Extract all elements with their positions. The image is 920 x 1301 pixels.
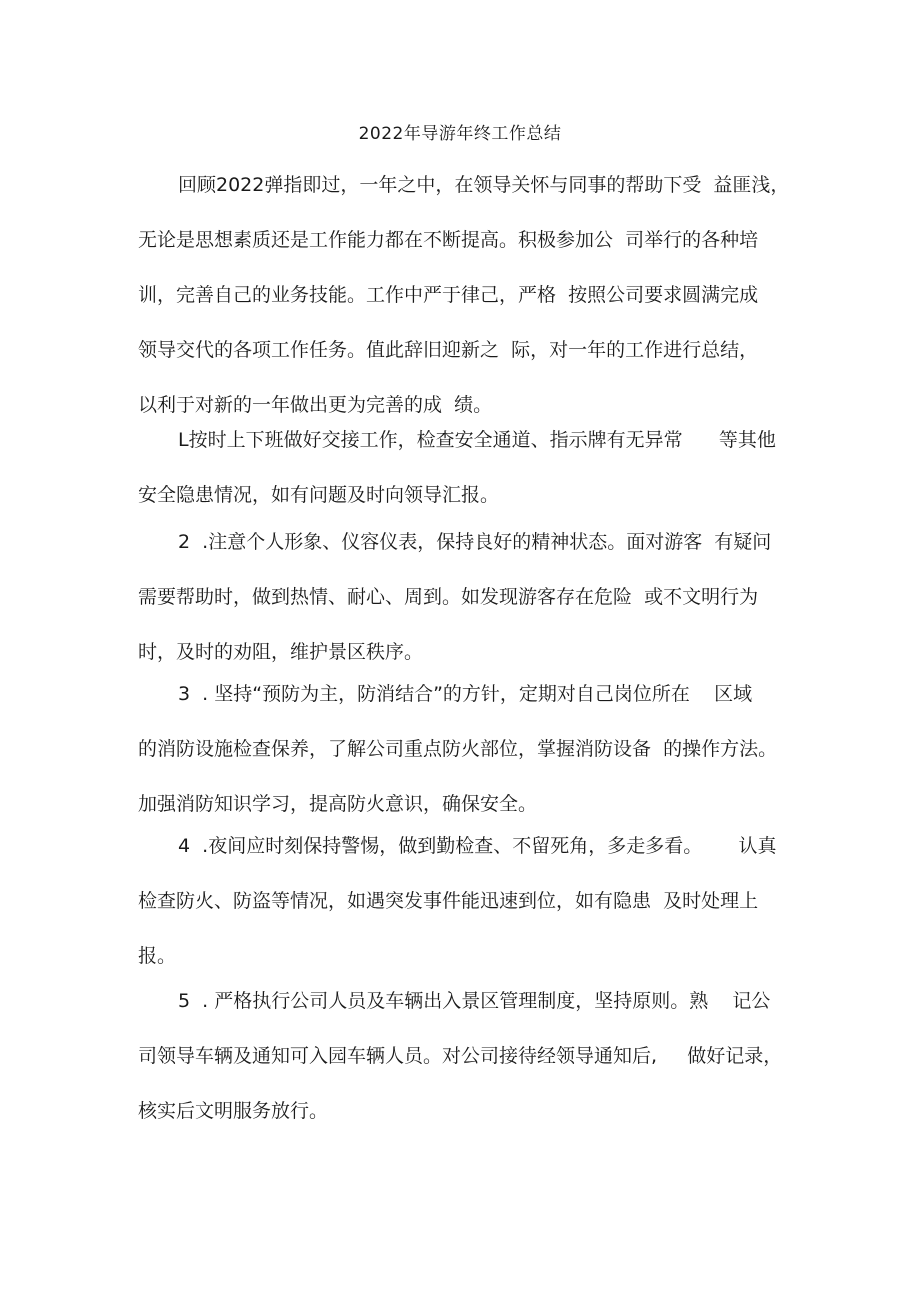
paragraph-line: 5 . 严格执行公司人员及车辆出入景区管理制度，坚持原则。熟 记公 (178, 990, 771, 1012)
paragraph-item-4 (138, 819, 798, 984)
paragraph-line: 核实后文明服务放行。 (138, 1100, 329, 1122)
paragraph-line: 需要帮助时，做到热情、耐心、周到。如发现游客存在危险 或不文明行为 (138, 586, 759, 608)
paragraph-line: 训，完善自己的业务技能。工作中严于律己，严格 按照公司要求圆满完成 (138, 284, 759, 306)
paragraph-line: 4 .夜间应时刻保持警惕，做到勤检查、不留死角，多走多看。 认真 (178, 835, 777, 857)
paragraph-line: 检查防火、防盗等情况，如遇突发事件能迅速到位，如有隐患 及时处理上 (138, 890, 759, 912)
paragraph-item-2 (138, 515, 798, 680)
paragraph-item-5 (138, 974, 798, 1139)
paragraph-line: 司领导车辆及通知可入园车辆人员。对公司接待经领导通知后, 做好记录， (138, 1045, 783, 1067)
paragraph-line: 回顾2022弹指即过，一年之中，在领导关怀与同事的帮助下受 益匪浅， (178, 174, 790, 196)
paragraph-line: 的消防设施检查保养，了解公司重点防火部位，掌握消防设备 的操作方法。 (138, 738, 778, 760)
paragraph-item-1 (138, 413, 798, 523)
paragraph-line: 以利于对新的一年做出更为完善的成 绩。 (138, 394, 493, 416)
paragraph-line: 加强消防知识学习，提高防火意识，确保安全。 (138, 793, 538, 815)
paragraph-line: 2 .注意个人形象、仪容仪表，保持良好的精神状态。面对游客 有疑问 (178, 531, 772, 553)
paragraph-line: 无论是思想素质还是工作能力都在不断提高。积极参加公 司举行的各种培 (138, 229, 759, 251)
paragraph-line: L按时上下班做好交接工作，检查安全通道、指示牌有无异常 等其他 (178, 429, 776, 451)
paragraph-line: 3 . 坚持“预防为主，防消结合”的方针，定期对自己岗位所在 区域 (178, 683, 753, 705)
paragraph-line: 时，及时的劝阻，维护景区秩序。 (138, 641, 424, 663)
document-title: 2022年导游年终工作总结 (358, 124, 562, 144)
paragraph-line: 报。 (138, 945, 177, 967)
paragraph-item-3 (138, 667, 798, 832)
paragraph-line: 安全隐患情况，如有问题及时向领导汇报。 (138, 484, 500, 506)
paragraph-intro (138, 158, 798, 433)
paragraph-line: 领导交代的各项工作任务。值此辞旧迎新之 际，对一年的工作进行总结， (138, 339, 759, 361)
